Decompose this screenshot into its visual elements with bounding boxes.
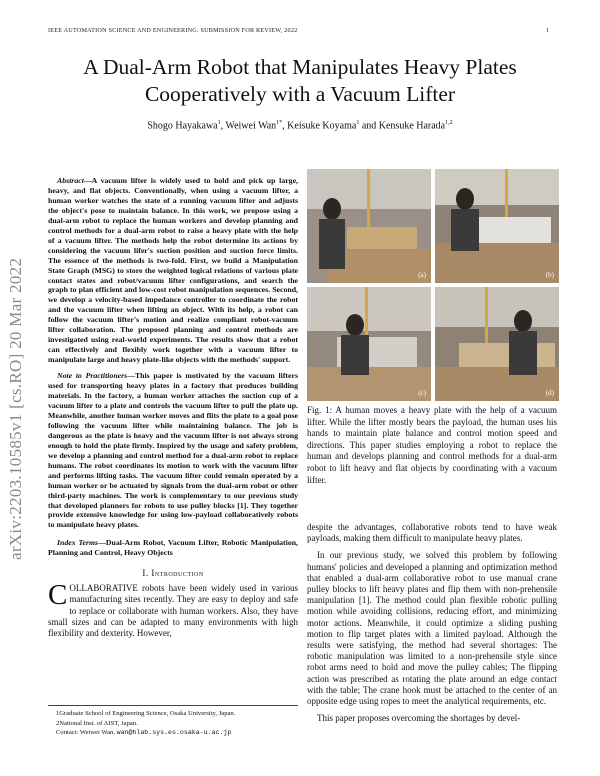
figure-1-photos	[307, 169, 559, 401]
intro-paragraph	[48, 579, 298, 639]
section-number: I.	[142, 568, 149, 579]
intro-text: OLLABORATIVE robots have been widely used in various manufacturing sites recently. They are easy to deploy and safe to replace or collaborate with human workers. Also, they have small sizes and can be adapted to many environments with high flexibility and dexterity. However,	[48, 583, 298, 639]
author-name: Kensuke Harada	[378, 120, 446, 132]
lab-scene-a-image	[307, 169, 431, 283]
paragraph: This paper proposes overcoming the shortages by devel-	[317, 713, 521, 724]
footnote-1: 1Graduate School of Engineering Science, Osaka University, Japan.	[56, 710, 236, 717]
photo-a	[307, 169, 431, 283]
contact-email: wan@hlab.sys.es.osaka-u.ac.jp	[116, 729, 232, 736]
paragraph: In our previous study, we solved this problem by following humans' policies and developed a planning and optimization method that enabled a dual-arm collaborative robot to use manual crane pulley blocks to lift heavy plates and flip them with non-prehensile manipulation [1]. The method could plan flexible robotic pulling motion while avoiding collisions, reducing effort, and minimizing motor actions. Meanwhile, it could optimize a sliding pushing motion to flip target plates with a limited payload. Although the results were satisfying, the method had several shortages: The robotic manipulation was limited to a non-prehensile style since robot arms need to hold and move the pulley cables; The flipping action was prescribed as rotating the plate around an edge contact with the table; The crane hook must be attached to the center of an opposite edge using ropes to meet the analytical requirements, etc.	[307, 550, 557, 707]
note-to-practitioners	[48, 371, 298, 530]
photo-d	[435, 287, 559, 401]
abstract-label: Abstract	[57, 176, 84, 185]
index-terms-label: Index Terms	[57, 538, 99, 548]
abstract-text: —A vacuum lifter is widely used to hold and pick up large, heavy, and flat objects. Conventionally, when using a vacuum lifter, a human worker watches the state of a running vacuum lifter and adjusts the object's pose to maintain balance. In this work, we propose using a dual-arm robot to replace the human workers and develop planning and control methods for a dual-arm robot to raise a heavy plate with the help of a vacuum lifter. The methods help the robot determine its actions by considering the vacuum lifer's suction position and suction force limits. The essence of the methods is two-fold. First, we build a Manipulation State Graph (MSG) to store the weighted logical relations of various plate contact states and robot/vacuum lifter configurations, and search the graph to plan efficient and low-cost robot manipulation sequences. Second, we develop a velocity-based impedance controller to coordinate the robot and the vacuum lifter when lifting an object. With its help, a robot can follow the vacuum lifter's motion and realize compliant robot-vacuum lifter collaboration. The proposed planning and control methods are investigated using real-world experiments. The results show that a robot can effectively and flexibly work together with a vacuum lifter to manipulate large and heavy plate-like objects with the methods' support.	[48, 176, 298, 365]
index-terms-text: —Dual-Arm Robot, Vacuum Lifter, Robotic Manipulation, Planning and Control, Heavy Objects	[48, 538, 299, 558]
photo-label: (b)	[545, 271, 554, 279]
section-title: Introduction	[151, 568, 204, 579]
author-name: Shogo Hayakawa	[147, 120, 218, 132]
paragraph: despite the advantages, collaborative robots tend to have weak payloads, making them difficult to manipulate heavy plates.	[307, 522, 557, 544]
photo-label: (d)	[545, 389, 554, 397]
note-text: —This paper is motivated by the vacuum lifters used for transporting heavy plates in a factory that produces building materials. In the factory, a human worker attaches the suction cup of a vacuum lifter to a plate and controls the vacuum lifter to pull the plate up. Meanwhile, another human worker moves and flits the plate to a goal pose following the vacuum lifter while maintaining balance. The job is dangerous as the plate is heavy and the vacuum lifter is not always strong enough to hold the plate firmly. Inspired by the usage and safety problem, we develop a planning and control method for a dual-arm robot to replace humans. The robot coordinates its motion to work with the vacuum lifter and performs lifting tasks. The vacuum lifter could remain operated by a human worker or be actuated by signals from the dual-arm robot or other third-party machines. The work is complementary to our previous study that developed planners for robots to use pulley blocks [1]. They together provide extensive knowledge for using low-payload collaboratively robots to manipulate heavy plates.	[48, 371, 298, 530]
photo-c	[307, 287, 431, 401]
drop-cap: C	[48, 579, 68, 612]
figure-caption: Fig. 1: A human moves a heavy plate with the help of a vacuum lifter. While the lifter mostly bears the payload, the human uses his hands to maintain plate balance and control motion speed and directions. This paper studies employing a robot to replace the human and develops planning and control methods for a dual-arm robot to lift heavy and flat objects by coordinating with a vacuum lifter.	[307, 405, 557, 485]
journal-header: IEEE AUTOMATION SCIENCE AND ENGINEERING. SUBMISSION FOR REVIEW, 2022	[48, 27, 298, 34]
paper-title: A Dual-Arm Robot that Manipulates Heavy Plates Cooperatively with a Vacuum Lifter	[83, 55, 517, 106]
photo-label: (a)	[418, 271, 426, 279]
abstract	[48, 176, 298, 365]
author-affiliation: 1*	[276, 120, 283, 126]
lab-scene-d-image	[435, 287, 559, 401]
note-label: Note to Practitioners	[57, 371, 128, 381]
index-terms	[48, 538, 298, 558]
author-affiliation: 1	[217, 120, 221, 126]
photo-b	[435, 169, 559, 283]
author-affiliation: 1	[356, 120, 360, 126]
footnote-2: 2National Inst. of AIST, Japan.	[56, 719, 138, 727]
section-heading	[48, 568, 298, 578]
left-column	[48, 176, 298, 639]
footnote-contact: Contact: Weiwei Wan, wan@hlab.sys.es.osaka-u.ac.jp	[56, 729, 232, 736]
author-name: Keisuke Koyama	[287, 120, 357, 132]
footnotes	[48, 705, 298, 738]
arxiv-stamp: arXiv:2203.10585v1 [cs.RO] 20 Mar 2022	[6, 257, 25, 560]
lab-scene-b-image	[435, 169, 559, 283]
right-column-text	[307, 522, 557, 730]
author-name: Weiwei Wan	[225, 120, 277, 132]
photo-label: (c)	[418, 389, 426, 397]
page-number: 1	[546, 27, 550, 34]
author-affiliation: 1,2	[445, 120, 453, 126]
author-list: Shogo Hayakawa$^1$, Weiwei Wan$^{1*}$, Keisuke Koyama$^1$ and Kensuke Harada$^{1,2}$	[147, 120, 453, 132]
lab-scene-c-image	[307, 287, 431, 401]
